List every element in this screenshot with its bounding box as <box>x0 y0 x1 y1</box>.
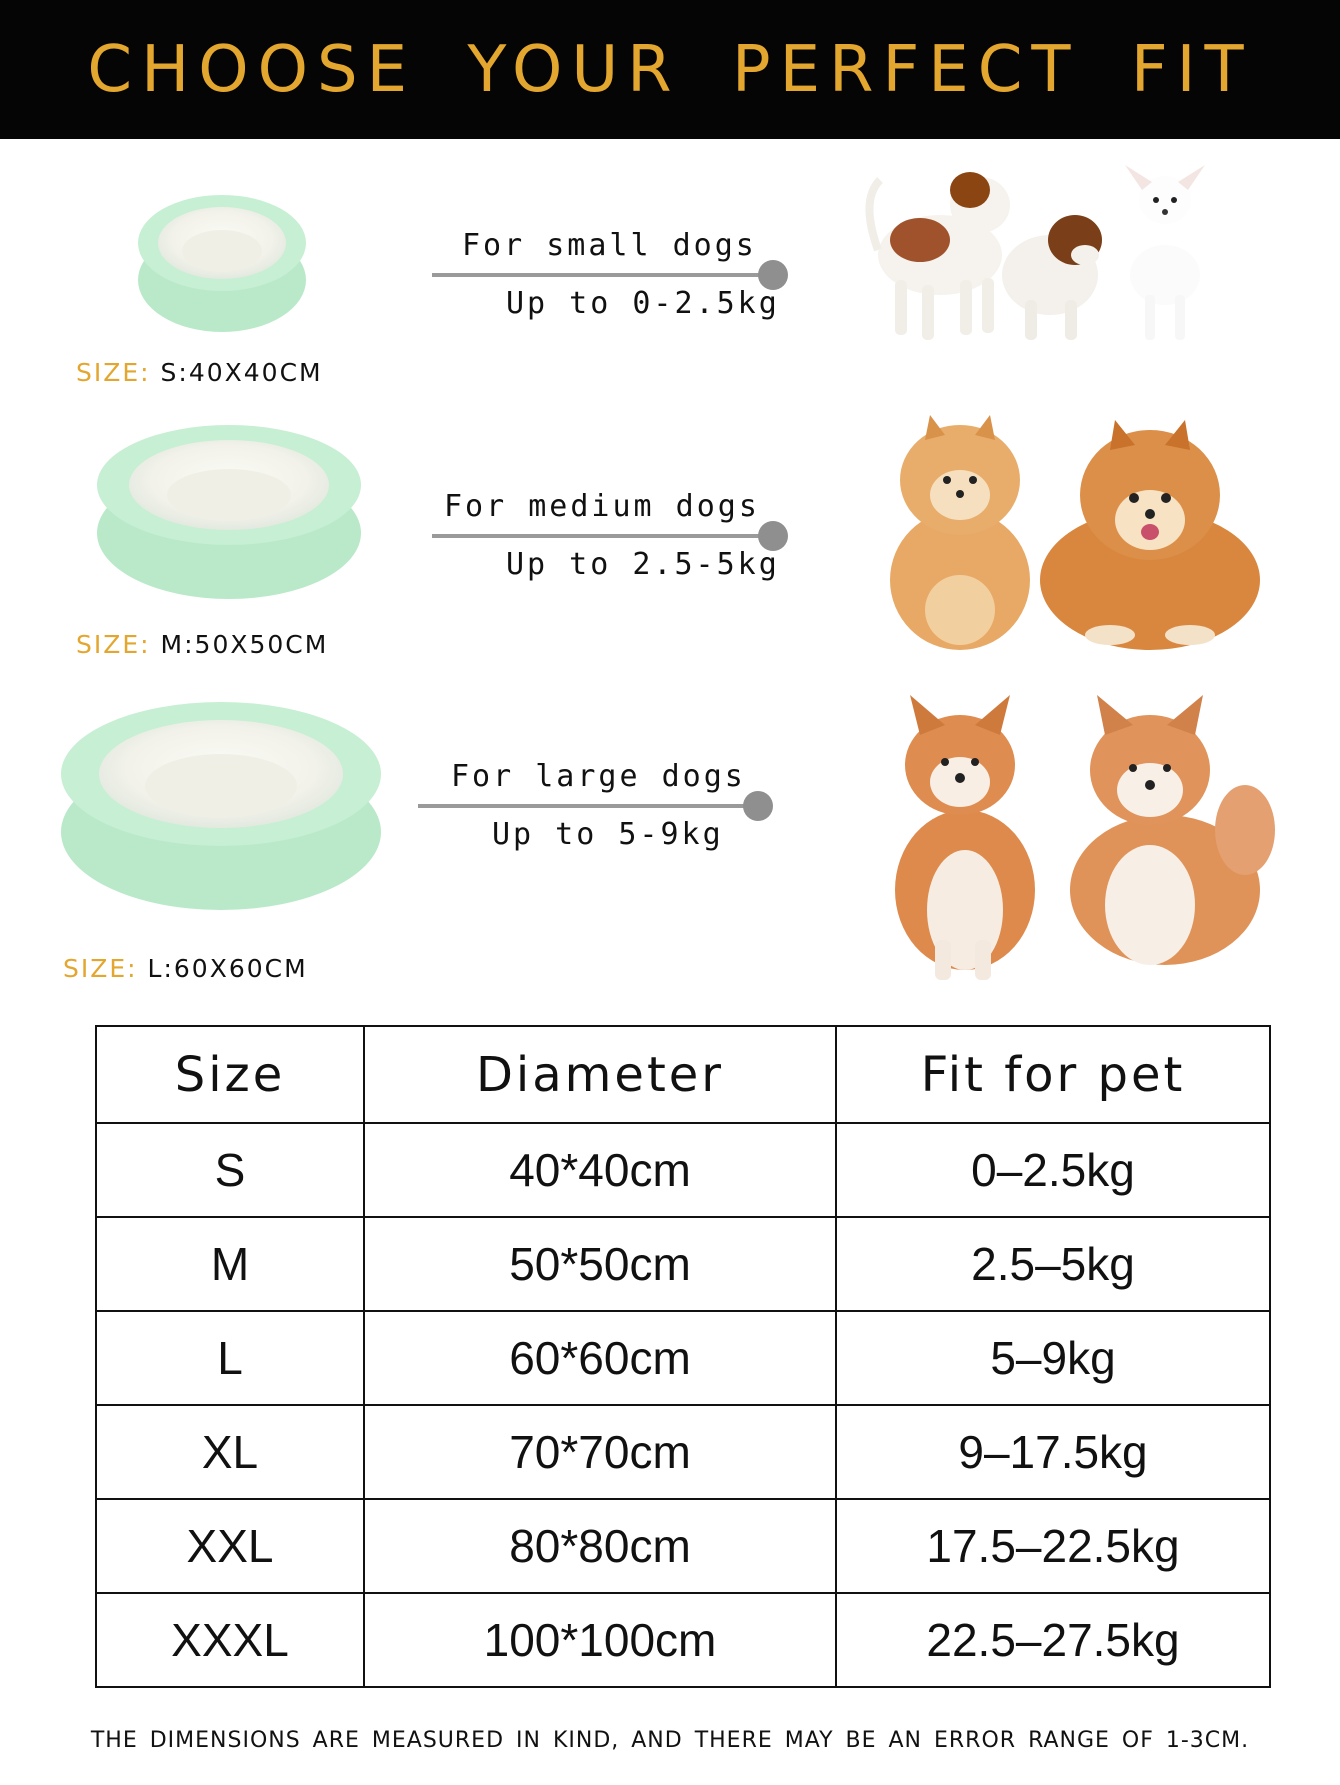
fit-divider <box>418 804 763 808</box>
table-cell: 80*80cm <box>364 1499 836 1593</box>
table-cell: 17.5–22.5kg <box>836 1499 1270 1593</box>
fit-divider-dot <box>743 791 773 821</box>
table-row <box>96 1593 1270 1687</box>
dogs-image-large <box>865 690 1285 990</box>
page-title: CHOOSE YOUR PERFECT FIT <box>87 32 1253 107</box>
table-cell: 50*50cm <box>364 1217 836 1311</box>
fit-title: For large dogs <box>451 759 746 794</box>
fit-title: For medium dogs <box>444 489 760 524</box>
fit-weight: Up to 2.5-5kg <box>506 547 780 582</box>
table-cell: XL <box>96 1405 364 1499</box>
table-header-row <box>96 1026 1270 1123</box>
table-cell: M <box>96 1217 364 1311</box>
fit-divider <box>432 273 777 277</box>
size-label: SIZE: S:40X40CM <box>76 358 323 387</box>
table-cell: 9–17.5kg <box>836 1405 1270 1499</box>
fit-weight: Up to 5-9kg <box>492 817 724 852</box>
table-cell: 70*70cm <box>364 1405 836 1499</box>
table-cell: XXXL <box>96 1593 364 1687</box>
bed-image-small <box>135 185 310 335</box>
table-cell: S <box>96 1123 364 1217</box>
table-row <box>96 1499 1270 1593</box>
header-banner <box>0 0 1340 139</box>
column-header: Fit for pet <box>836 1026 1270 1123</box>
table-cell: 60*60cm <box>364 1311 836 1405</box>
footnote: THE DIMENSIONS ARE MEASURED IN KIND, AND THERE MAY BE AN ERROR RANGE OF 1-3CM. <box>90 1728 1250 1753</box>
fit-title: For small dogs <box>462 228 757 263</box>
column-header: Size <box>96 1026 364 1123</box>
table-row <box>96 1217 1270 1311</box>
table-cell: 2.5–5kg <box>836 1217 1270 1311</box>
fit-weight: Up to 0-2.5kg <box>506 286 780 321</box>
dogs-image-small <box>860 160 1230 350</box>
table-cell: 0–2.5kg <box>836 1123 1270 1217</box>
table-cell: L <box>96 1311 364 1405</box>
bed-image-large <box>56 690 386 915</box>
table-cell: 40*40cm <box>364 1123 836 1217</box>
table-row <box>96 1123 1270 1217</box>
table-cell: 22.5–27.5kg <box>836 1593 1270 1687</box>
table-row <box>96 1405 1270 1499</box>
table-row <box>96 1311 1270 1405</box>
bed-image-medium <box>92 413 367 603</box>
fit-divider <box>432 534 777 538</box>
table-cell: 5–9kg <box>836 1311 1270 1405</box>
size-label: SIZE: M:50X50CM <box>76 630 329 659</box>
size-label: SIZE: L:60X60CM <box>63 954 308 983</box>
column-header: Diameter <box>364 1026 836 1123</box>
table-cell: 100*100cm <box>364 1593 836 1687</box>
table-cell: XXL <box>96 1499 364 1593</box>
dogs-image-medium <box>880 410 1280 660</box>
size-table <box>95 1025 1271 1688</box>
